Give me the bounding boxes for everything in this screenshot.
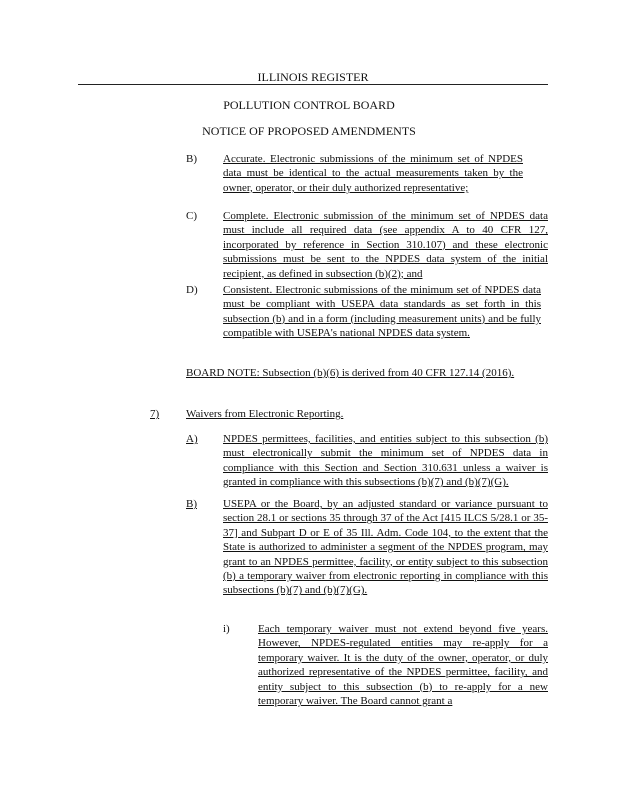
item-b-text [223, 152, 523, 195]
item-c-text [223, 209, 548, 281]
header-rule [78, 84, 548, 85]
item-c-label: C) [186, 210, 197, 222]
item-b-label: B) [186, 153, 197, 165]
section-7-b-i-body: Each temporary waiver must not extend beyond five years. However, NPDES-regulated entities may re-apply for a temporary waiver. It is the duty of the owner, operator, or duly authorized representative of the NPDES permittee, facility, and entity subject to this subsection (b) to re-apply for a new temporary waiver. The Board cannot grant a [258, 623, 548, 708]
board-note-text: BOARD NOTE: Subsection (b)(6) is derived from 40 CFR 127.14 (2016). [186, 367, 515, 379]
item-d-body: Consistent. Electronic submissions of the minimum set of NPDES data must be compliant with USEPA data standards as set forth in this subsection (b) and in a form (including measurement units) and be fully compatible with USEPA's national NPDES data system. [223, 284, 541, 340]
item-c-body: Complete. Electronic submission of the minimum set of NPDES data must include all required data (see appendix A to 40 CFR 127, incorporated by reference in Section 310.107) and these electronic submissions must be sent to the NPDES data system of the initial recipient, as defined in subsection (b)(2); and [223, 210, 548, 280]
register-header: ILLINOIS REGISTER [257, 70, 369, 84]
section-7-b-label: B) [186, 498, 197, 510]
board-header: POLLUTION CONTROL BOARD [223, 98, 395, 112]
section-7-label: 7) [150, 408, 160, 420]
section-7-a-text [223, 432, 548, 490]
notice-header: NOTICE OF PROPOSED AMENDMENTS [202, 124, 416, 138]
section-7-a-body: NPDES permittees, facilities, and entities subject to this subsection (b) must electronically submit the minimum set of NPDES data in compliance with this Section and Section 310.631 unless a waiver is granted in compliance with this subsections (b)(7) and (b)(7)(G). [223, 433, 548, 489]
section-7-b-text [223, 497, 548, 598]
section-7-b-i-label: i) [223, 623, 230, 635]
section-7-b-body: USEPA or the Board, by an adjusted standard or variance pursuant to section 28.1 or sections 35 through 37 of the Act [415 ILCS 5/28.1 or 35-37] and Subpart D or E of 35 Ill. Adm. Code 104, to the extent that the State is authorized to administer a segment of the NPDES program, may grant to an NPDES permittee, facility, or entity subject to this subsection (b) a temporary waiver from electronic reporting in compliance with this subsections (b)(7) and (b)(7)(G). [223, 498, 548, 597]
board-note [186, 366, 516, 380]
section-7-b-i-text [258, 622, 548, 708]
item-b-body: Accurate. Electronic submissions of the minimum set of NPDES data must be identical to the actual measurements taken by the owner, operator, or their duly authorized representative; [223, 153, 523, 194]
item-d-text [223, 283, 541, 341]
section-7-a-label: A) [186, 433, 198, 445]
section-7-title: Waivers from Electronic Reporting. [186, 408, 344, 420]
item-d-label: D) [186, 284, 198, 296]
